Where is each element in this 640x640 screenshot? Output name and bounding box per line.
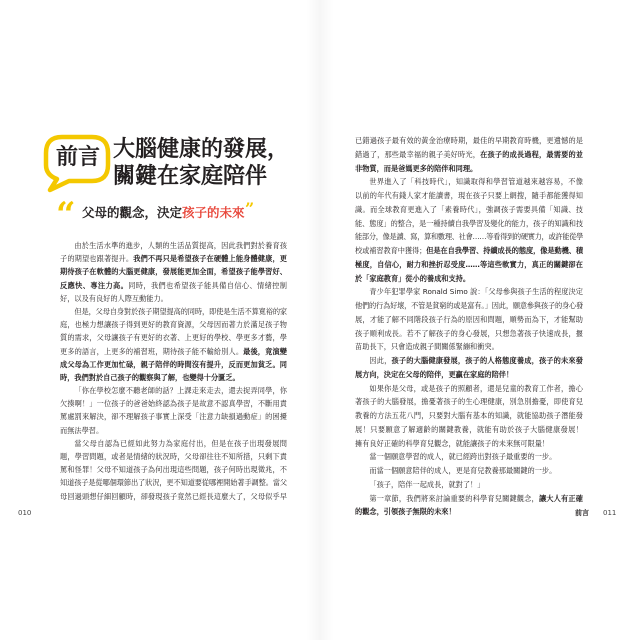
body-line (60, 450, 287, 463)
body-line (355, 134, 583, 148)
body-text: 當一個願意學習的成人，就已經跨出對孩子最重要的一步。 (369, 452, 557, 462)
body-line (355, 313, 583, 327)
body-line (355, 230, 583, 244)
close-quote-mark: ” (245, 199, 255, 218)
body-text: 校或補習教育中獲得； (355, 246, 427, 255)
open-quote-mark: “ (56, 195, 76, 235)
chapter-badge-label: 前言 (55, 145, 100, 170)
body-line (355, 478, 583, 492)
body-text: 子的期望也跟著提升。 (60, 254, 134, 264)
body-text: 他們的行為好壞，不管是貧窮的或是富有。」因此，願意參與孩子的身心發 (355, 301, 583, 310)
body-text: 能、態度」的整合，是一種持續自我學習及變化的能力，孩子的知識和技 (355, 218, 583, 228)
paragraph (355, 478, 583, 492)
paragraph (355, 450, 583, 464)
body-line (60, 318, 287, 331)
emphasized-text: 我們不再只是希望孩子在硬體上能身體健康，更 (133, 254, 287, 264)
body-line (355, 340, 583, 354)
emphasized-text: 的觀念，引領孩子無限的未來！ (355, 507, 456, 517)
body-text: 著孩子的大腦發展，擔憂著孩子的生心理健康，別急別擔憂，即使育兒 (355, 397, 583, 407)
body-text: 能部分，像是讀、寫，算和數理、社會……等看得到的硬實力，或許能從學 (355, 232, 583, 242)
body-line (355, 382, 583, 396)
emphasized-text: 但是在自我學習、持續成長的態度，像是動機、積 (426, 246, 583, 255)
emphasized-text: 期待孩子在軟體的大腦更健康，發展能更加全面，希望孩子能學習好、 (60, 267, 287, 277)
body-line (60, 279, 287, 292)
body-text: 教養的方法五花八門，只要對大腦有基本的知識，就能協助孩子潛能發 (355, 411, 583, 420)
body-line (60, 384, 287, 397)
emphasized-text: 時，我們對於自己孩子的觀察與了解，也變得十分匱乏。 (60, 372, 240, 382)
emphasized-text: 最後，竟演變 (243, 346, 287, 356)
body-line (60, 463, 287, 476)
chapter-title (113, 136, 289, 190)
emphasized-text: 展方向，決定在父母的陪伴，更贏在家庭的陪伴！ (355, 369, 514, 379)
body-text: 由於生活水準的進步，人類的生活品質提高，因此我們對於養育孩 (74, 241, 287, 250)
page-number-left: 010 (18, 509, 32, 517)
body-line (355, 148, 583, 162)
page-number-right: 011 (603, 509, 617, 517)
paragraph (60, 305, 287, 384)
body-line (355, 189, 583, 203)
body-text: 展，才能了解不同階段孩子行為的原因和問題，順勢而為下，才能幫助 (355, 314, 583, 324)
emphasized-text: 非物質，而是爸媽更多的陪伴和同理。 (355, 163, 478, 173)
paragraph (355, 175, 583, 285)
body-text: 因此， (369, 356, 392, 365)
body-line (355, 409, 583, 423)
emphasized-text: 反應快、專注力高。 (60, 280, 129, 290)
subtitle-text: 父母的觀念，決定 (82, 205, 183, 220)
body-line (60, 397, 287, 410)
body-text: 識。而全球教育更進入了「素養時代」，強調孩子需要具備「知識、技 (355, 204, 583, 214)
body-text: 當父母自認為已經如此努力為家庭付出，但是在孩子出現發展問 (74, 438, 287, 448)
body-line (355, 505, 583, 519)
body-text: 而當一個願意陪伴的成人，更是育兒教養那最關鍵的一步。 (369, 466, 557, 475)
body-line (60, 292, 287, 305)
emphasized-text: 成父母為工作更加忙碌，親子陪伴的時間沒有提升，反而更加貧乏。同 (60, 359, 287, 369)
body-line (355, 175, 583, 189)
body-text: 擁有良好正確的科學育兒觀念，就能讓孩子的未來無可限量！ (355, 438, 550, 448)
left-page-body (60, 239, 287, 503)
body-text: 好，以及有良好的人際互動能力。 (60, 293, 168, 303)
emphasized-text: 於「家庭教育」從小的養成和支持。 (355, 273, 471, 283)
body-line (355, 395, 583, 409)
body-text: 錯過了，那些最幸福的親子美好時光， (355, 149, 481, 159)
right-page-body (355, 134, 583, 519)
body-line (60, 331, 287, 344)
chapter-title-line-1: 大腦健康的發展， (113, 137, 290, 162)
paragraph (60, 437, 287, 503)
running-footer-label: 前言 (575, 509, 589, 517)
body-text: 世界進入了「科技時代」，知識取得和學習管道越來越容易，不像 (369, 177, 583, 187)
body-line (355, 368, 583, 382)
body-line (60, 345, 287, 358)
body-line (60, 490, 287, 503)
body-text: 知道孩子是從哪個環節出了狀況，更不知道要從哪裡開始著手調整。當父 (60, 478, 287, 488)
body-line (355, 244, 583, 258)
body-text: 欠揍啊！」一位孩子的爸爸始終認為孩子是故意不認真學習，不斷用責 (60, 399, 287, 409)
body-line (355, 258, 583, 272)
emphasized-text: 讓大人有正確 (538, 493, 583, 503)
body-text: 而無法學習。 (60, 425, 104, 435)
subtitle-highlight: 孩子的未來 (182, 205, 245, 220)
body-text: 罵和怪罪！父母不知道孩子為何出現這些問題，孩子何時出現徵兆，不 (60, 465, 287, 475)
chapter-badge (41, 133, 113, 193)
body-text: 第一章節，我們將來討論重要的科學育兒關鍵觀念， (369, 493, 539, 503)
body-line (355, 285, 583, 299)
chapter-title-line-2: 關鍵在家庭陪伴 (113, 164, 268, 189)
body-text: 展！只要願意了解適齡的關鍵教養，就能有助於孩子大腦健康發展！ (355, 424, 583, 434)
body-line (355, 299, 583, 313)
body-line (355, 354, 583, 368)
body-line (355, 492, 583, 506)
paragraph (60, 384, 287, 437)
body-line (355, 203, 583, 217)
body-text: 「你在學校怎麼不聽老師的話？上課走來走去，還去捉弄同學，你 (74, 386, 287, 396)
emphasized-text: 極度，自信心，耐力和挫折忍受度……等這些軟實力，真正的關鍵卻在 (355, 259, 583, 269)
body-text: 以前的年代有錢人家才能讀書，現在孩子只要上網搜，隨手都能獲得知 (355, 191, 583, 200)
body-line (355, 327, 583, 341)
right-page (320, 0, 640, 640)
paragraph (355, 382, 583, 451)
body-line (60, 410, 287, 423)
paragraph (355, 285, 583, 354)
paragraph (355, 492, 583, 520)
body-text: 苗助長下，只會造成親子間關係緊繃和衝突。 (355, 342, 499, 352)
body-text: 已錯過孩子最有效的黃金治療時期，最佳的早期教育時機，更遺憾的是 (355, 136, 583, 145)
body-line (355, 217, 583, 231)
body-text: 庭，也極力想讓孩子得到更好的教育資源，父母因而著力於滿足孩子物 (60, 320, 287, 330)
body-line (60, 252, 287, 265)
body-line (355, 437, 583, 451)
body-text: 孩子順利成長。若不了解孩子的身心發展，只想急著孩子快速成長，揠 (355, 328, 583, 338)
body-text: 罵處罰來解決，卻不理解孩子事實上深受「注意力缺損過動症」的困擾 (60, 412, 287, 422)
body-line (60, 305, 287, 318)
body-line (60, 476, 287, 489)
body-line (355, 162, 583, 176)
emphasized-text: 孩子的大腦健康發展，孩子的人格態度養成，孩子的未來發 (391, 356, 583, 365)
body-text: 質的需求，父母讓孩子有更好的衣著、上更好的學校、學更多才藝，學 (60, 333, 287, 343)
body-text: 如果你是父母，或是孩子的照顧者，還是兒童的教育工作者，擔心 (369, 383, 583, 393)
paragraph (355, 134, 583, 175)
body-text: 母回過頭想仔細回顧時，卻發現孩子竟然已經長這麼大了，父母似乎早 (60, 491, 287, 501)
emphasized-text: 在孩子的成長過程，最需要的並 (480, 149, 583, 159)
body-line (60, 371, 287, 384)
body-text: 「孩子，陪伴一起成長，就對了！」 (369, 479, 485, 489)
body-line (60, 239, 287, 252)
body-line (60, 437, 287, 450)
body-line (355, 423, 583, 437)
body-line (355, 450, 583, 464)
body-line (60, 265, 287, 278)
paragraph (355, 354, 583, 382)
body-text: 題，學習問題，或者是情緒的狀況時，父母卻往往不知所措，只剩下責 (60, 452, 287, 461)
body-text: 但是，父母自身對於孩子期望提高的同時，即使是生活不算寬裕的家 (74, 306, 287, 316)
body-line (60, 424, 287, 437)
body-line (355, 464, 583, 478)
body-text: 更多的語言，上更多的補習班，期待孩子能不輸給別人。 (60, 346, 244, 356)
body-line (60, 358, 287, 371)
body-line (355, 272, 583, 286)
chapter-subtitle (82, 205, 245, 221)
paragraph (60, 239, 287, 305)
paragraph (355, 464, 583, 478)
body-text: 同時，我們也希望孩子能具備自信心、情緒控制 (128, 280, 287, 290)
body-text: 青少年犯罪學家 Ronald Simo 說：「父母參與孩子生活的程度決定 (369, 287, 583, 297)
